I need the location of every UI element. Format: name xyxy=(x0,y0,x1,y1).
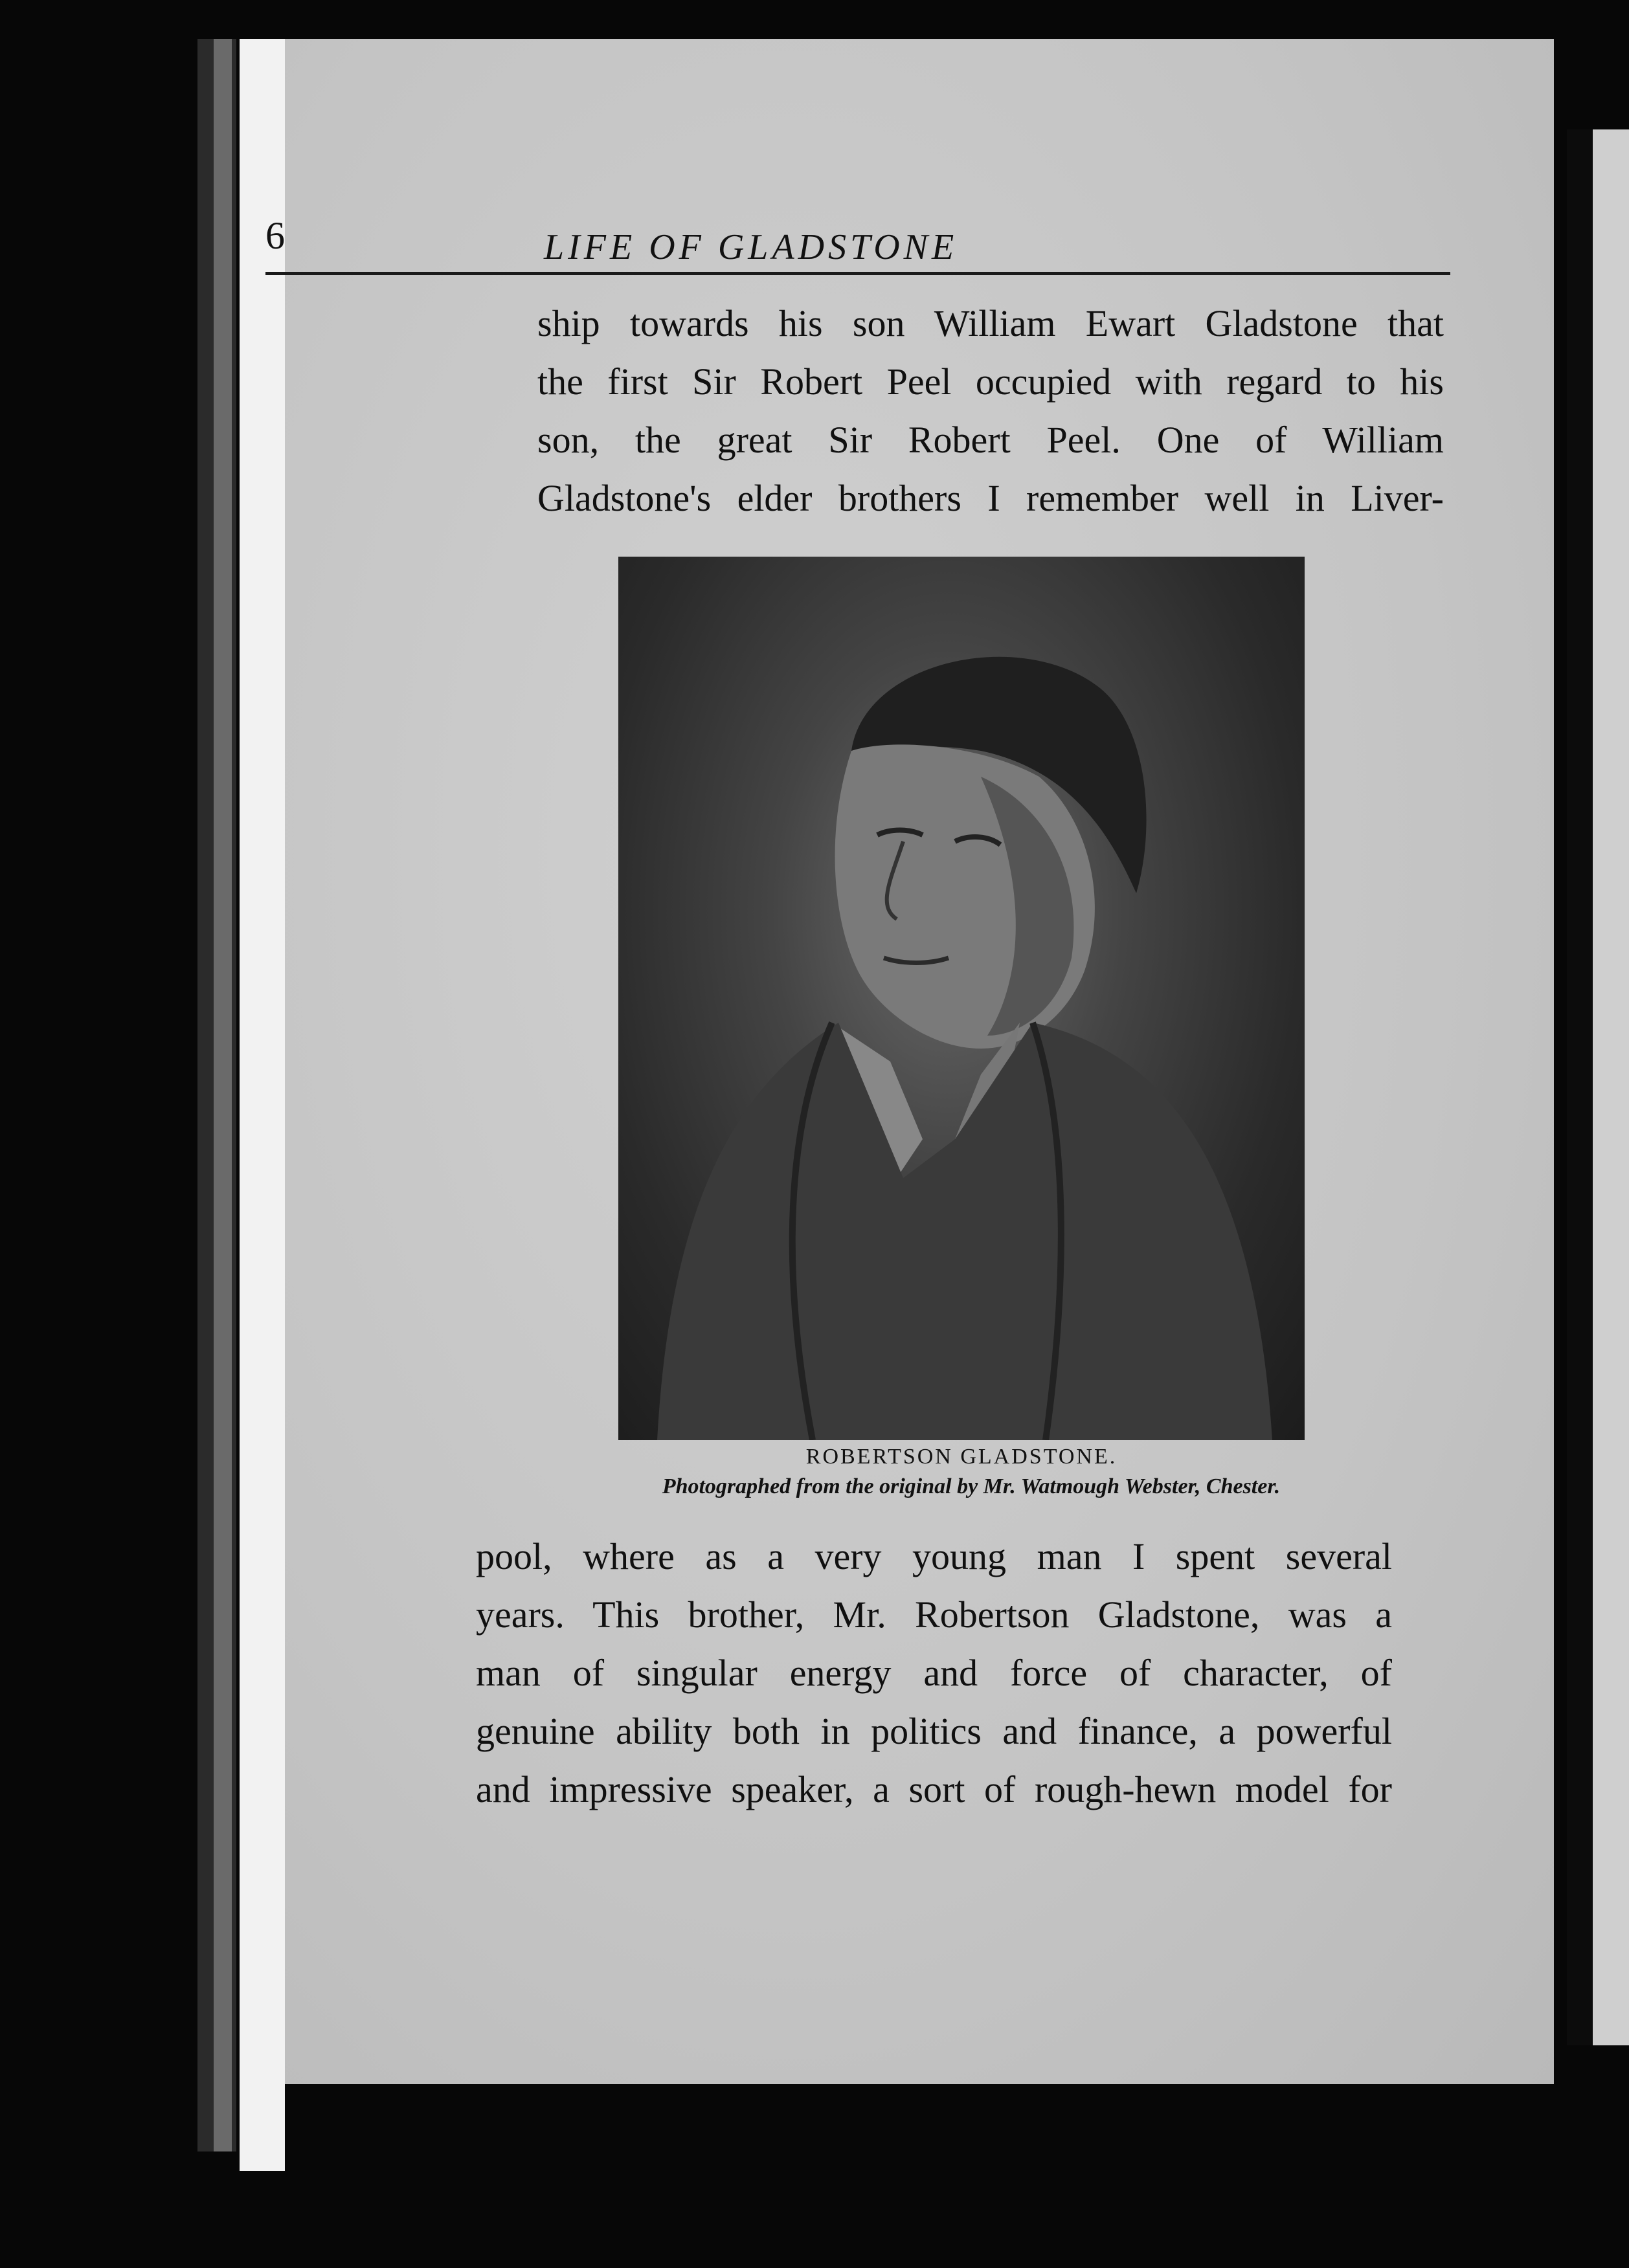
text-line: genuine ability both in politics and finance, a powerful xyxy=(476,1710,1392,1752)
page-number: 6 xyxy=(265,214,285,257)
text-line: son, the great Sir Robert Peel. One of William xyxy=(537,419,1444,461)
facing-page-edge xyxy=(1567,129,1629,2045)
book-cover-edge xyxy=(214,39,232,2151)
body-text-bottom xyxy=(476,1528,1392,1819)
text-line: pool, where as a very young man I spent several xyxy=(476,1535,1392,1577)
text-line: man of singular energy and force of character, of xyxy=(476,1652,1392,1694)
running-title: LIFE OF GLADSTONE xyxy=(544,227,958,267)
text-line: the first Sir Robert Peel occupied with regard to his xyxy=(537,361,1444,403)
figure-caption-credit: Photographed from the original by Mr. Watmough Webster, Chester. xyxy=(662,1474,1281,1498)
portrait-drawing xyxy=(618,557,1305,1440)
text-line: ship towards his son William Ewart Gladstone that xyxy=(537,302,1444,344)
text-line: and impressive speaker, a sort of rough-hewn model for xyxy=(476,1768,1392,1810)
portrait-photograph xyxy=(618,557,1305,1440)
figure-caption-name: ROBERTSON GLADSTONE. xyxy=(805,1445,1118,1469)
page-stack-edge xyxy=(240,39,285,2171)
text-line: years. This brother, Mr. Robertson Gladstone, was a xyxy=(476,1594,1392,1636)
body-text-top xyxy=(537,295,1444,528)
text-line: Gladstone's elder brothers I remember well in Liver- xyxy=(537,477,1444,519)
running-head xyxy=(265,175,1450,275)
